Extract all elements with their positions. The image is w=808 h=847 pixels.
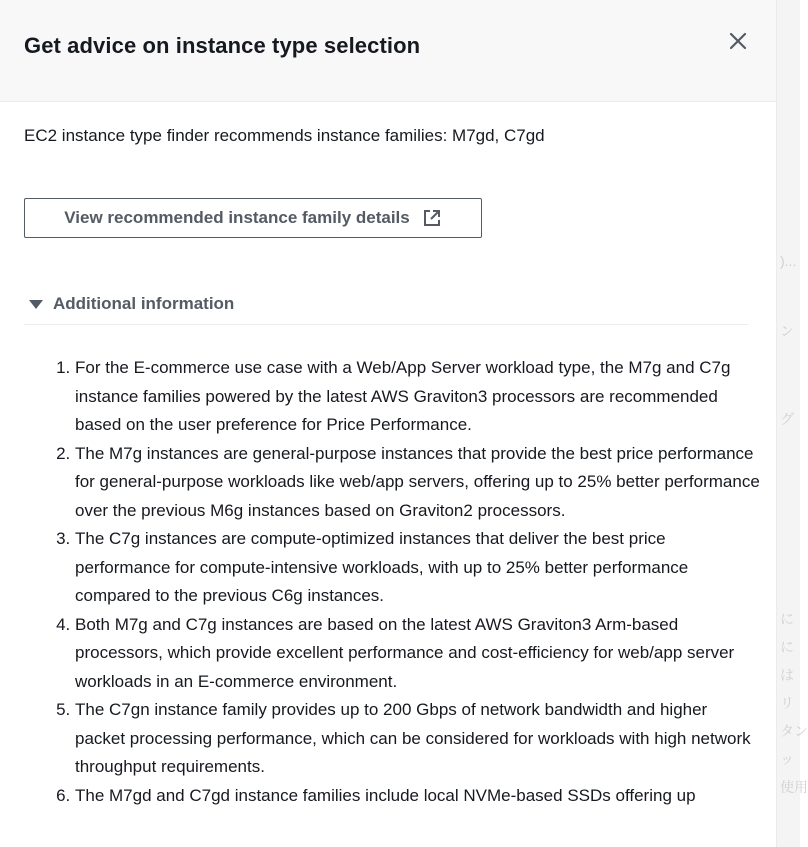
list-item: 1. For the E-commerce use case with a Web/App Server workload type, the M7g and C7g instance families powered by the latest AWS Graviton3 processors are recommended based on the user preference for Price Performance. — [75, 354, 760, 440]
background-text-fragment: ッ — [780, 751, 794, 767]
close-button[interactable] — [722, 26, 754, 58]
additional-information-list — [0, 354, 760, 810]
background-text-fragment: ン — [780, 323, 794, 339]
view-recommended-details-button[interactable] — [24, 198, 482, 238]
background-text-fragment: は — [780, 667, 794, 683]
background-text-fragment: に — [780, 639, 794, 655]
background-text-fragment: 使用 — [780, 779, 808, 795]
list-item: 6. The M7gd and C7gd instance families include local NVMe-based SSDs offering up — [75, 782, 760, 811]
list-item: 3. The C7g instances are compute-optimized instances that deliver the best price performance for compute-intensive workloads, with up to 25% better performance compared to the previous C6g instances. — [75, 525, 760, 611]
background-page — [776, 0, 808, 847]
list-item: 2. The M7g instances are general-purpose instances that provide the best price performance for general-purpose workloads like web/app servers, offering up to 25% better performance over the previous M6g instances based on Graviton2 processors. — [75, 440, 760, 526]
external-link-icon — [422, 208, 442, 228]
panel-header — [0, 0, 776, 102]
list-item: 4. Both M7g and C7g instances are based on the latest AWS Graviton3 Arm-based processors, which provide excellent performance and cost-efficiency for web/app server workloads in an E-commerce environment. — [75, 611, 760, 697]
background-text-fragment: に — [780, 611, 794, 627]
background-text-fragment: グ — [780, 411, 794, 427]
additional-information-expander[interactable] — [24, 290, 748, 325]
background-text-fragment: リ — [780, 695, 794, 711]
caret-down-icon — [28, 297, 44, 313]
expander-label: Additional information — [53, 294, 235, 313]
close-icon — [722, 26, 754, 58]
background-text-fragment: タン — [780, 723, 808, 739]
panel-title: Get advice on instance type selection — [24, 33, 421, 58]
list-item: 5. The C7gn instance family provides up to 200 Gbps of network bandwidth and higher packet processing performance, which can be considered for workloads with high network throughput requirements. — [75, 696, 760, 782]
background-text-fragment: )... — [780, 253, 797, 269]
details-button-label: View recommended instance family details — [64, 208, 410, 227]
recommendation-summary: EC2 instance type finder recommends instance families: M7gd, C7gd — [24, 126, 545, 145]
